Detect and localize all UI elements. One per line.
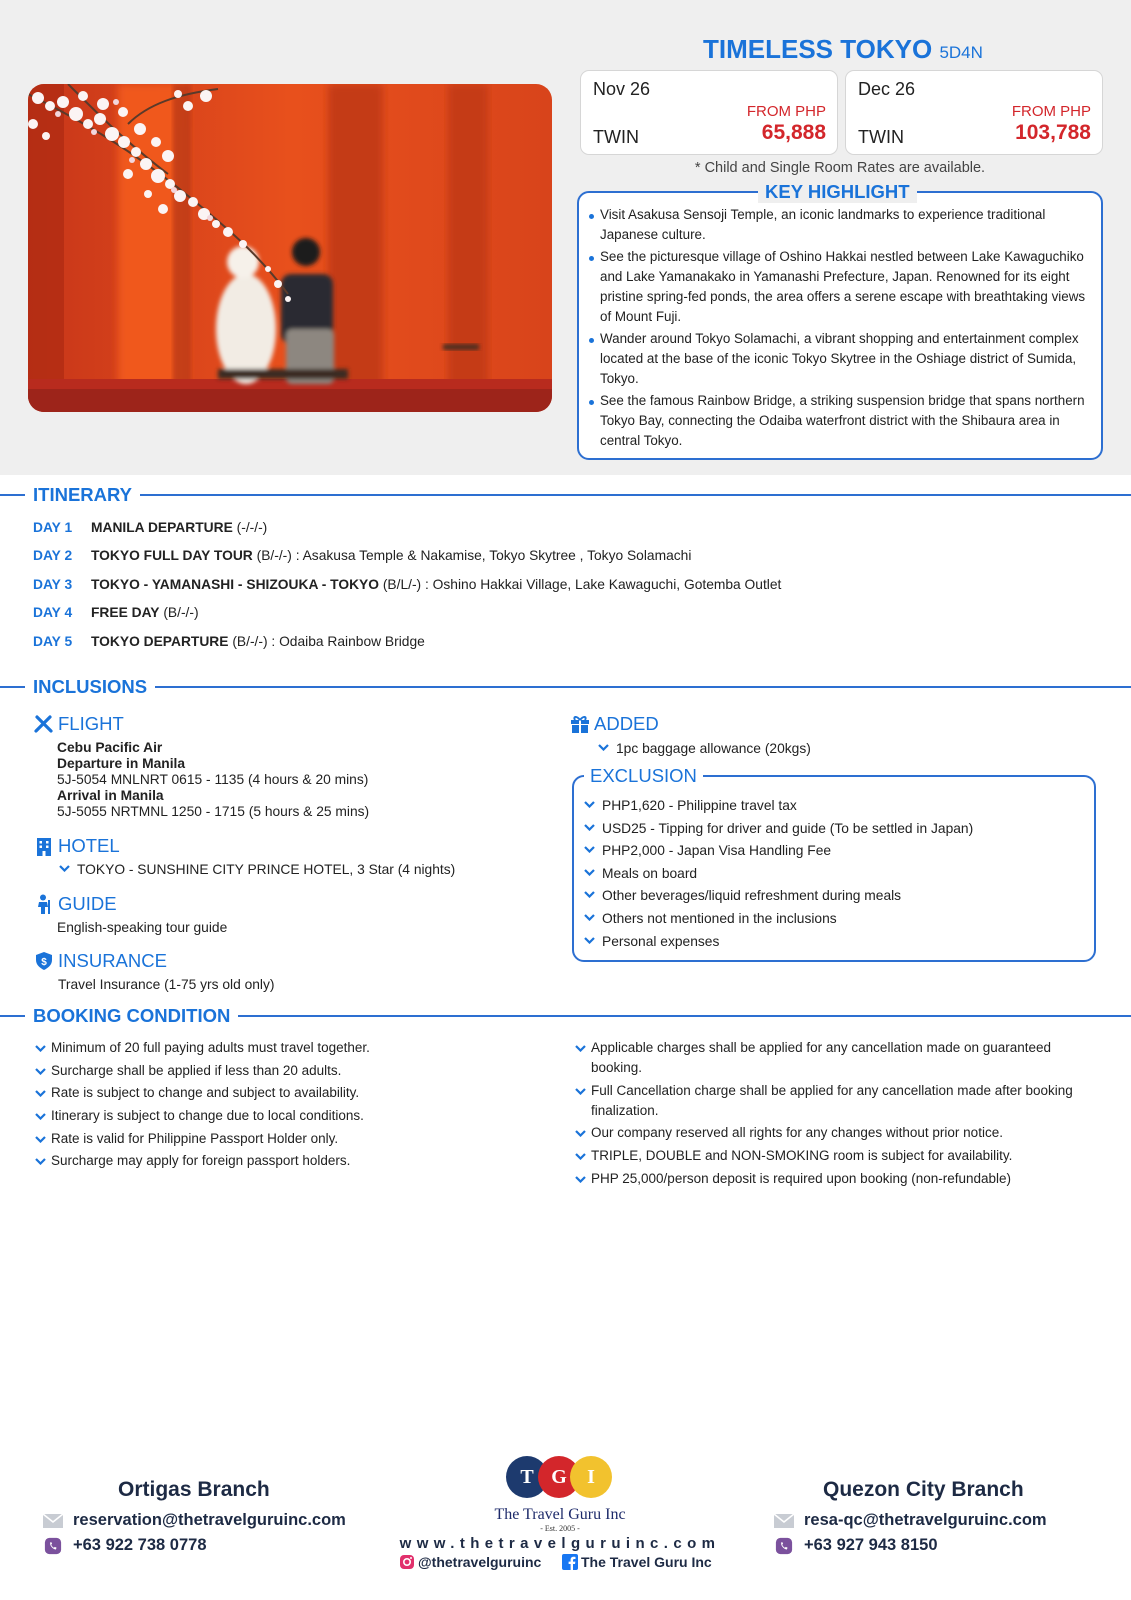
itinerary-title: ITINERARY [25, 484, 140, 506]
ortigas-phone[interactable]: +63 922 738 0778 [42, 1536, 207, 1555]
departure-label: Departure in Manila [57, 756, 186, 771]
rates-note: * Child and Single Room Rates are available. [694, 160, 986, 176]
qc-email[interactable]: resa-qc@thetravelguruinc.com [773, 1511, 1047, 1530]
svg-text:$: $ [41, 957, 47, 968]
insurance-heading [33, 950, 167, 972]
plane-icon [33, 714, 55, 734]
day-name: FREE DAY [91, 605, 160, 620]
viber-icon [773, 1537, 795, 1555]
arrival-flight: 5J-5055 NRTMNL 1250 - 1715 (5 hours & 25 mins) [57, 804, 370, 819]
tour-title [703, 34, 983, 65]
booking-item: Our company reserved all rights for any changes without prior notice. [575, 1123, 1095, 1143]
price-card [845, 70, 1103, 155]
hotel-label: HOTEL [58, 835, 120, 856]
hero-photo [28, 84, 552, 412]
logo-circle-t: T [506, 1456, 548, 1498]
price-from-label: FROM PHP [1011, 103, 1091, 120]
check-icon [584, 914, 595, 921]
check-icon [35, 1068, 46, 1075]
highlight-item: Visit Asakusa Sensoji Temple, an iconic landmarks to experience traditional Japanese culture. [587, 205, 1097, 245]
day-meals: (B/-/-) [252, 548, 292, 563]
inclusions-title: INCLUSIONS [25, 676, 155, 698]
day-name: TOKYO FULL DAY TOUR [91, 548, 253, 563]
booking-item: Minimum of 20 full paying adults must travel together. [35, 1038, 555, 1058]
booking-conditions-right [575, 1038, 1095, 1191]
guide-detail: English-speaking tour guide [57, 920, 228, 935]
facebook-icon [562, 1554, 578, 1570]
qc-phone[interactable]: +63 927 943 8150 [773, 1536, 938, 1555]
check-icon [35, 1158, 46, 1165]
exclusion-item: Personal expenses [584, 931, 973, 954]
instagram-icon [399, 1554, 415, 1570]
check-icon [584, 801, 595, 808]
booking-item: Applicable charges shall be applied for any cancellation made on guaranteed booking. [575, 1038, 1095, 1078]
booking-item: Full Cancellation charge shall be applied for any cancellation made after booking finalization. [575, 1081, 1095, 1121]
room-type: TWIN [858, 127, 904, 147]
check-icon [584, 937, 595, 944]
day-meals: (-/-/-) [232, 520, 268, 535]
check-icon [35, 1113, 46, 1120]
airline-name: Cebu Pacific Air [57, 740, 163, 755]
hotel-icon [33, 836, 55, 856]
day-details: : Odaiba Rainbow Bridge [267, 634, 425, 649]
day-meals: (B/-/-) [228, 634, 268, 649]
booking-conditions-left [35, 1038, 555, 1174]
logo-circle-i: I [570, 1456, 612, 1498]
day-details: : Asakusa Temple & Nakamise, Tokyo Skytree , Tokyo Solamachi [291, 548, 692, 563]
gift-icon [569, 715, 591, 733]
instagram-link[interactable]: @thetravelguruinc [399, 1554, 541, 1570]
day-name: TOKYO - YAMANASHI - SHIZOUKA - TOKYO [91, 577, 379, 592]
key-highlight-title: KEY HIGHLIGHT [758, 181, 917, 203]
hotel-heading [33, 835, 120, 857]
quezon-city-branch-title: Quezon City Branch [823, 1478, 1024, 1501]
itinerary-day [33, 577, 781, 592]
booking-title: BOOKING CONDITION [25, 1005, 238, 1027]
day-name: TOKYO DEPARTURE [91, 634, 229, 649]
check-icon [59, 865, 70, 872]
key-highlight-list [587, 205, 1097, 453]
day-label: DAY 1 [33, 520, 73, 535]
day-label: DAY 3 [33, 577, 73, 592]
price-amount: 65,888 [761, 121, 826, 144]
highlight-item: Wander around Tokyo Solamachi, a vibrant shopping and entertainment complex located at the base of the iconic Tokyo Skytree in the Oshiage district of Sumida, Tokyo. [587, 329, 1097, 389]
check-icon [35, 1045, 46, 1052]
day-name: MANILA DEPARTURE [91, 520, 233, 535]
check-icon [575, 1045, 586, 1052]
booking-item: Surcharge may apply for foreign passport holders. [35, 1151, 555, 1171]
check-icon [584, 891, 595, 898]
day-meals: (B/L/-) [378, 577, 422, 592]
price-card [580, 70, 838, 155]
departure-flight: 5J-5054 MNLNRT 0615 - 1135 (4 hours & 20 mins) [57, 772, 369, 787]
hotel-detail: TOKYO - SUNSHINE CITY PRINCE HOTEL, 3 Star (4 nights) [59, 862, 455, 878]
day-label: DAY 2 [33, 548, 73, 563]
exclusion-item: USD25 - Tipping for driver and guide (To be settled in Japan) [584, 818, 973, 841]
added-label: ADDED [594, 713, 659, 734]
facebook-link[interactable]: The Travel Guru Inc [562, 1554, 712, 1570]
booking-item: Rate is subject to change and subject to availability. [35, 1083, 555, 1103]
itinerary-day [33, 634, 425, 649]
check-icon [584, 846, 595, 853]
insurance-detail: Travel Insurance (1-75 yrs old only) [58, 977, 275, 992]
check-icon [598, 744, 609, 751]
added-detail: 1pc baggage allowance (20kgs) [598, 741, 811, 757]
shield-dollar-icon [33, 952, 55, 970]
booking-item: Surcharge shall be applied if less than 20 adults. [35, 1061, 555, 1081]
itinerary-day [33, 520, 267, 535]
flight-label: FLIGHT [58, 713, 124, 734]
exclusion-item: Others not mentioned in the inclusions [584, 908, 973, 931]
highlight-item: See the famous Rainbow Bridge, a striking suspension bridge that spans northern Tokyo Bay, connecting the Odaiba waterfront district with the Shibaura area in central Tokyo. [587, 391, 1097, 451]
check-icon [575, 1176, 586, 1183]
brand-name: The Travel Guru Inc [494, 1506, 626, 1523]
day-label: DAY 4 [33, 605, 73, 620]
arrival-label: Arrival in Manila [57, 788, 164, 803]
room-type: TWIN [593, 127, 639, 147]
day-label: DAY 5 [33, 634, 73, 649]
itinerary-day [33, 548, 691, 563]
check-icon [35, 1136, 46, 1143]
exclusion-item: PHP2,000 - Japan Visa Handling Fee [584, 840, 973, 863]
booking-item: PHP 25,000/person deposit is required upon booking (non-refundable) [575, 1169, 1095, 1189]
insurance-label: INSURANCE [58, 950, 167, 971]
exclusion-item: PHP1,620 - Philippine travel tax [584, 795, 973, 818]
price-date: Dec 26 [858, 79, 916, 99]
check-icon [575, 1088, 586, 1095]
flight-heading [33, 713, 124, 735]
booking-item: Rate is valid for Philippine Passport Holder only. [35, 1129, 555, 1149]
itinerary-day [33, 605, 199, 620]
day-meals: (B/-/-) [159, 605, 199, 620]
check-icon [584, 824, 595, 831]
tour-duration: 5D4N [939, 43, 983, 62]
website-link[interactable]: www.thetravelguruinc.com [399, 1535, 721, 1552]
tour-name: TIMELESS TOKYO [703, 34, 933, 64]
ortigas-branch-title: Ortigas Branch [118, 1478, 270, 1501]
price-amount: 103,788 [1015, 121, 1091, 144]
price-from-label: FROM PHP [746, 103, 826, 120]
logo-circle-g: G [538, 1456, 580, 1498]
guide-label: GUIDE [58, 893, 117, 914]
brand-established: - Est. 2005 - [540, 1524, 580, 1533]
exclusion-list [584, 795, 973, 953]
booking-item: TRIPLE, DOUBLE and NON-SMOKING room is subject for availability. [575, 1146, 1095, 1166]
day-details: : Oshino Hakkai Village, Lake Kawaguchi, Gotemba Outlet [421, 577, 782, 592]
exclusion-item: Meals on board [584, 863, 973, 886]
viber-icon [42, 1537, 64, 1555]
check-icon [575, 1153, 586, 1160]
check-icon [35, 1090, 46, 1097]
ortigas-email[interactable]: reservation@thetravelguruinc.com [42, 1511, 346, 1530]
added-heading [569, 713, 659, 735]
inclusions-divider [0, 686, 1131, 688]
booking-item: Itinerary is subject to change due to local conditions. [35, 1106, 555, 1126]
exclusion-item: Other beverages/liquid refreshment during meals [584, 885, 973, 908]
check-icon [575, 1130, 586, 1137]
mail-icon [42, 1512, 64, 1530]
guide-heading [33, 893, 117, 915]
exclusion-title: EXCLUSION [584, 765, 703, 787]
mail-icon [773, 1512, 795, 1530]
highlight-item: See the picturesque village of Oshino Hakkai nestled between Lake Kawaguchiko and Lake Yamanakako in Yamanashi Prefecture, Japan. Renowned for its eight pristine spring-fed ponds, the area offers a serene escape with breathtaking views of Mount Fuji. [587, 247, 1097, 327]
guide-icon [33, 894, 55, 914]
check-icon [584, 869, 595, 876]
itinerary-divider [0, 494, 1131, 496]
price-date: Nov 26 [593, 79, 651, 99]
